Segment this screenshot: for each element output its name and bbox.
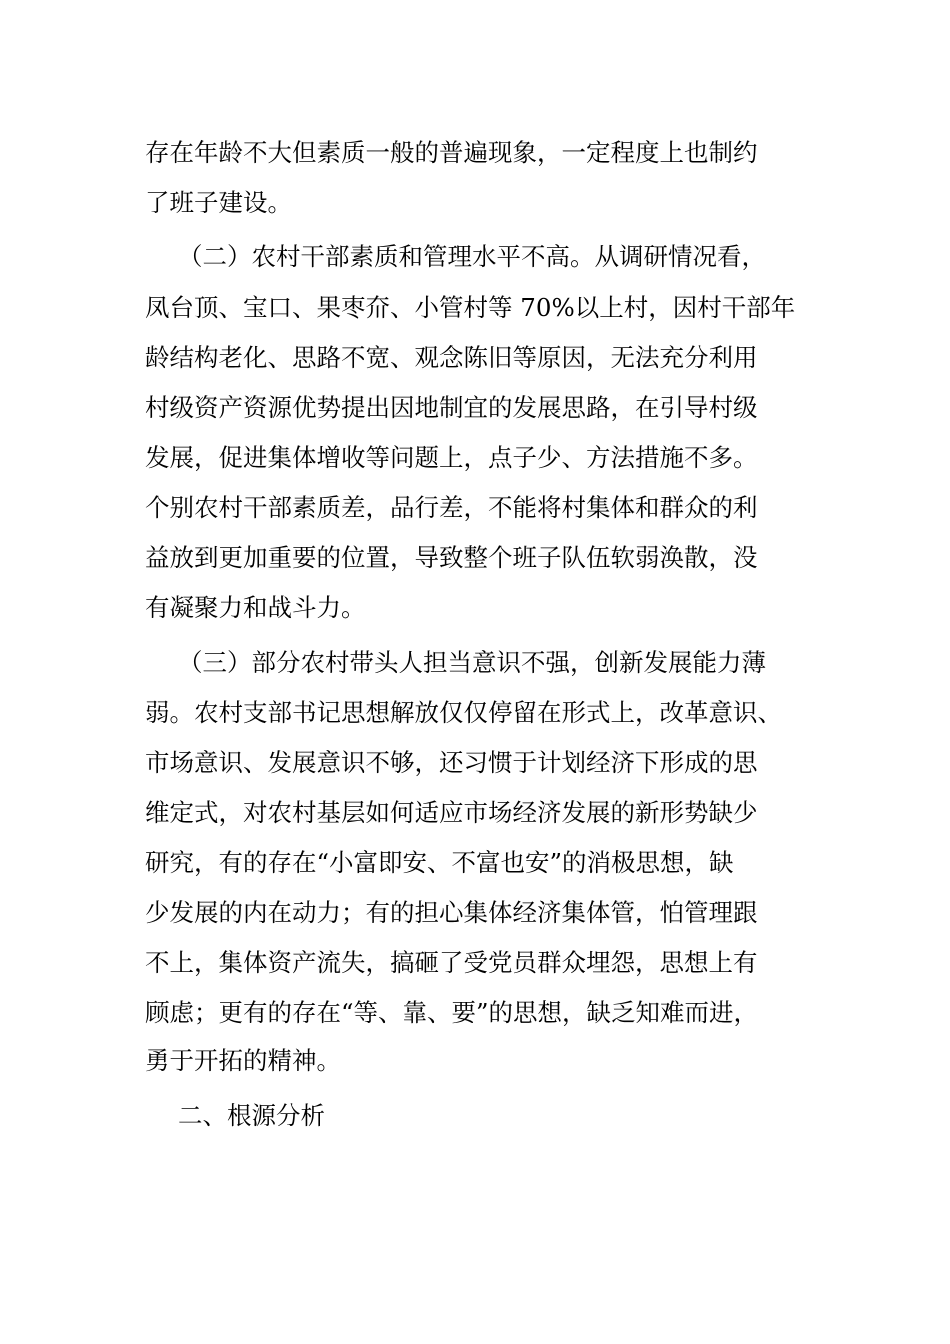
text-line: 少发展的内在动力；有的担心集体经济集体管，怕管理跟	[145, 898, 758, 927]
text-line: 顾虑；更有的存在“等、靠、要”的思想，缺乏知难而进，	[145, 998, 759, 1027]
text-line: 发展，促进集体增收等问题上，点子少、方法措施不多。	[145, 443, 758, 472]
text-line: 研究，有的存在“小富即安、不富也安”的消极思想，缺	[145, 848, 734, 877]
text-line: 维定式，对农村基层如何适应市场经济发展的新形势缺少	[145, 798, 758, 827]
text-line: 市场意识、发展意识不够，还习惯于计划经济下形成的思	[145, 748, 758, 777]
text-line: 个别农村干部素质差，品行差，不能将村集体和群众的利	[145, 493, 758, 522]
text-line: 益放到更加重要的位置，导致整个班子队伍软弱涣散，没	[145, 543, 758, 572]
text-line: 存在年龄不大但素质一般的普遍现象，一定程度上也制约	[145, 138, 758, 167]
text-line: 不上，集体资产流失，搞砸了受党员群众埋怨，思想上有	[145, 948, 758, 977]
section-heading-line: （二）农村干部素质和管理水平不高。从调研情况看，	[178, 242, 766, 271]
text-line: 了班子建设。	[145, 188, 292, 217]
text-line: 凤台顶、宝口、果枣夼、小管村等 70%以上村，因村干部年	[145, 293, 796, 322]
text-line: 弱。农村支部书记思想解放仅仅停留在形式上，改革意识、	[145, 698, 782, 727]
text-line: 勇于开拓的精神。	[145, 1046, 341, 1075]
section-heading: 二、根源分析	[178, 1101, 325, 1130]
text-line: 龄结构老化、思路不宽、观念陈旧等原因，无法充分利用	[145, 343, 758, 372]
section-heading-line: （三）部分农村带头人担当意识不强，创新发展能力薄	[178, 648, 766, 677]
text-line: 有凝聚力和战斗力。	[145, 593, 366, 622]
text-line: 村级资产资源优势提出因地制宜的发展思路，在引导村级	[145, 393, 758, 422]
